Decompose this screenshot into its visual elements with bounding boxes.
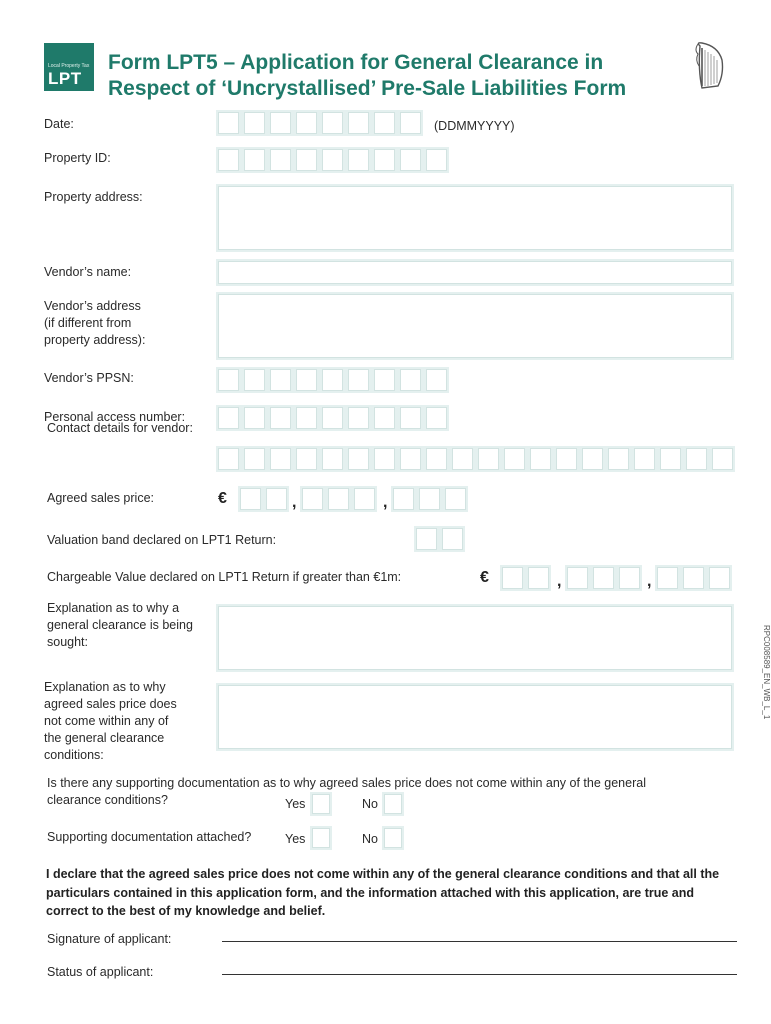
digit-box[interactable] xyxy=(416,528,437,550)
supporting-docs-no-checkbox[interactable] xyxy=(382,792,404,816)
char-box[interactable] xyxy=(244,407,265,429)
char-box[interactable] xyxy=(322,448,343,470)
logo-big-text: LPT xyxy=(48,69,82,88)
digit-box[interactable] xyxy=(528,567,549,589)
vendor-address-label-line: property address): xyxy=(44,333,146,347)
vendor-address-label-line: Vendor’s address xyxy=(44,299,141,313)
char-box[interactable] xyxy=(348,369,369,391)
contact-details-input[interactable] xyxy=(216,446,735,472)
char-box[interactable] xyxy=(374,369,395,391)
explanation-clearance-label xyxy=(47,600,193,651)
char-box[interactable] xyxy=(608,448,629,470)
char-box[interactable] xyxy=(426,369,447,391)
vendor-name-label: Vendor’s name: xyxy=(44,265,132,279)
char-box[interactable] xyxy=(530,448,551,470)
personal-access-label: Personal access number: xyxy=(44,410,186,424)
personal-access-input[interactable] xyxy=(216,405,449,431)
char-box[interactable] xyxy=(400,448,421,470)
digit-box[interactable] xyxy=(657,567,678,589)
char-box[interactable] xyxy=(400,407,421,429)
form-title xyxy=(108,50,626,102)
attached-yes-checkbox[interactable] xyxy=(310,826,332,850)
digit-box[interactable] xyxy=(266,488,287,510)
supporting-docs-question xyxy=(47,775,646,809)
vendor-address-label-line: (if different from xyxy=(44,316,132,330)
agreed-price-units[interactable] xyxy=(391,486,468,512)
char-box[interactable] xyxy=(452,448,473,470)
char-box[interactable] xyxy=(374,448,395,470)
euro-symbol: € xyxy=(218,490,227,507)
logo-small-text: Local Property Tax xyxy=(48,63,90,69)
lpt-logo xyxy=(44,43,94,91)
char-box[interactable] xyxy=(218,407,239,429)
digit-box[interactable] xyxy=(619,567,640,589)
digit-box[interactable] xyxy=(322,112,343,134)
char-box[interactable] xyxy=(244,448,265,470)
yes-label: Yes xyxy=(285,832,306,846)
digit-box[interactable] xyxy=(709,567,730,589)
char-box[interactable] xyxy=(296,369,317,391)
vendor-address-input[interactable] xyxy=(216,292,734,360)
euro-symbol: € xyxy=(480,569,489,586)
signature-label: Signature of applicant: xyxy=(47,932,172,946)
char-box[interactable] xyxy=(348,407,369,429)
char-box[interactable] xyxy=(582,448,603,470)
vendor-address-label xyxy=(44,298,145,349)
digit-box[interactable] xyxy=(270,112,291,134)
property-address-input[interactable] xyxy=(216,184,734,252)
digit-box[interactable] xyxy=(218,112,239,134)
valuation-band-input[interactable] xyxy=(414,526,465,552)
explanation-price-input[interactable] xyxy=(216,683,734,751)
digit-box[interactable] xyxy=(567,567,588,589)
digit-box[interactable] xyxy=(419,488,440,510)
vendor-ppsn-input[interactable] xyxy=(216,367,449,393)
char-box[interactable] xyxy=(270,369,291,391)
char-box[interactable] xyxy=(556,448,577,470)
char-box[interactable] xyxy=(686,448,707,470)
attached-no-checkbox[interactable] xyxy=(382,826,404,850)
digit-box[interactable] xyxy=(302,488,323,510)
supporting-docs-line: clearance conditions? xyxy=(47,793,168,807)
chargeable-value-units[interactable] xyxy=(655,565,732,591)
thousands-separator: , xyxy=(292,494,297,511)
property-id-label: Property ID: xyxy=(44,151,111,165)
digit-box[interactable] xyxy=(296,112,317,134)
char-box[interactable] xyxy=(426,407,447,429)
digit-box[interactable] xyxy=(348,112,369,134)
no-label: No xyxy=(362,832,378,846)
char-box[interactable] xyxy=(426,149,447,171)
yes-label: Yes xyxy=(285,797,306,811)
char-box[interactable] xyxy=(348,448,369,470)
chargeable-value-thousands[interactable] xyxy=(565,565,642,591)
char-box[interactable] xyxy=(218,369,239,391)
char-box[interactable] xyxy=(244,369,265,391)
char-box[interactable] xyxy=(296,448,317,470)
char-box[interactable] xyxy=(322,369,343,391)
chargeable-value-label: Chargeable Value declared on LPT1 Return if greater than €1m: xyxy=(47,570,402,584)
char-box[interactable] xyxy=(374,407,395,429)
digit-box[interactable] xyxy=(374,112,395,134)
char-box[interactable] xyxy=(374,149,395,171)
char-box[interactable] xyxy=(244,149,265,171)
valuation-band-label: Valuation band declared on LPT1 Return: xyxy=(47,533,277,547)
thousands-separator: , xyxy=(383,494,388,511)
agreed-price-label: Agreed sales price: xyxy=(47,491,155,505)
side-reference-code: RPC008589_EN_WB_L_1 xyxy=(762,625,771,720)
explanation-clearance-input[interactable] xyxy=(216,604,734,672)
date-input[interactable] xyxy=(216,110,423,136)
no-label: No xyxy=(362,797,378,811)
char-box[interactable] xyxy=(400,149,421,171)
char-box[interactable] xyxy=(634,448,655,470)
vendor-name-input[interactable] xyxy=(216,259,734,286)
char-box[interactable] xyxy=(400,369,421,391)
explanation-price-label xyxy=(44,679,177,764)
explanation-price-line: Explanation as to why xyxy=(44,680,166,694)
digit-box[interactable] xyxy=(593,567,614,589)
char-box[interactable] xyxy=(712,448,733,470)
date-format-hint: (DDMMYYYY) xyxy=(434,119,515,133)
explanation-price-line: the general clearance xyxy=(44,731,165,745)
date-label: Date: xyxy=(44,117,74,131)
property-id-input[interactable] xyxy=(216,147,449,173)
explanation-clearance-line: sought: xyxy=(47,635,89,649)
contact-details-label: Contact details for vendor: xyxy=(47,421,193,435)
declaration-text: I declare that the agreed sales price does not come within any of the general clearance conditions and that all the particulars contained in this application form, and the information attached with this application, are true and correct to the best of my knowledge and belief. xyxy=(46,867,720,918)
explanation-price-line: not come within any of xyxy=(44,714,169,728)
digit-box[interactable] xyxy=(683,567,704,589)
char-box[interactable] xyxy=(296,407,317,429)
thousands-separator: , xyxy=(557,573,562,590)
supporting-docs-yes-checkbox[interactable] xyxy=(310,792,332,816)
agreed-price-thousands[interactable] xyxy=(300,486,377,512)
char-box[interactable] xyxy=(270,407,291,429)
digit-box[interactable] xyxy=(244,112,265,134)
digit-box[interactable] xyxy=(240,488,261,510)
char-box[interactable] xyxy=(218,448,239,470)
vendor-ppsn-label: Vendor’s PPSN: xyxy=(44,371,134,385)
status-label: Status of applicant: xyxy=(47,965,154,979)
digit-box[interactable] xyxy=(400,112,421,134)
char-box[interactable] xyxy=(322,407,343,429)
digit-box[interactable] xyxy=(445,488,466,510)
digit-box[interactable] xyxy=(502,567,523,589)
digit-box[interactable] xyxy=(442,528,463,550)
supporting-docs-line: Is there any supporting documentation as to why agreed sales price does not come within any of the general xyxy=(47,776,646,790)
char-box[interactable] xyxy=(322,149,343,171)
char-box[interactable] xyxy=(218,149,239,171)
status-line[interactable] xyxy=(222,974,737,975)
digit-box[interactable] xyxy=(328,488,349,510)
form-title-line1: Form LPT5 – Application for General Clearance in xyxy=(108,51,604,74)
char-box[interactable] xyxy=(348,149,369,171)
char-box[interactable] xyxy=(270,448,291,470)
char-box[interactable] xyxy=(426,448,447,470)
agreed-price-millions[interactable] xyxy=(238,486,289,512)
chargeable-value-millions[interactable] xyxy=(500,565,551,591)
explanation-clearance-line: general clearance is being xyxy=(47,618,193,632)
char-box[interactable] xyxy=(478,448,499,470)
property-address-label: Property address: xyxy=(44,190,143,204)
explanation-price-line: agreed sales price does xyxy=(44,697,177,711)
digit-box[interactable] xyxy=(393,488,414,510)
supporting-attached-label: Supporting documentation attached? xyxy=(47,830,252,844)
char-box[interactable] xyxy=(296,149,317,171)
thousands-separator: , xyxy=(647,573,652,590)
form-title-line2: Respect of ‘Uncrystallised’ Pre-Sale Liabilities Form xyxy=(108,77,627,100)
char-box[interactable] xyxy=(270,149,291,171)
signature-line[interactable] xyxy=(222,941,737,942)
char-box[interactable] xyxy=(660,448,681,470)
digit-box[interactable] xyxy=(354,488,375,510)
explanation-clearance-line: Explanation as to why a xyxy=(47,601,180,615)
char-box[interactable] xyxy=(504,448,525,470)
harp-crest-icon xyxy=(692,40,728,92)
explanation-price-line: conditions: xyxy=(44,748,104,762)
